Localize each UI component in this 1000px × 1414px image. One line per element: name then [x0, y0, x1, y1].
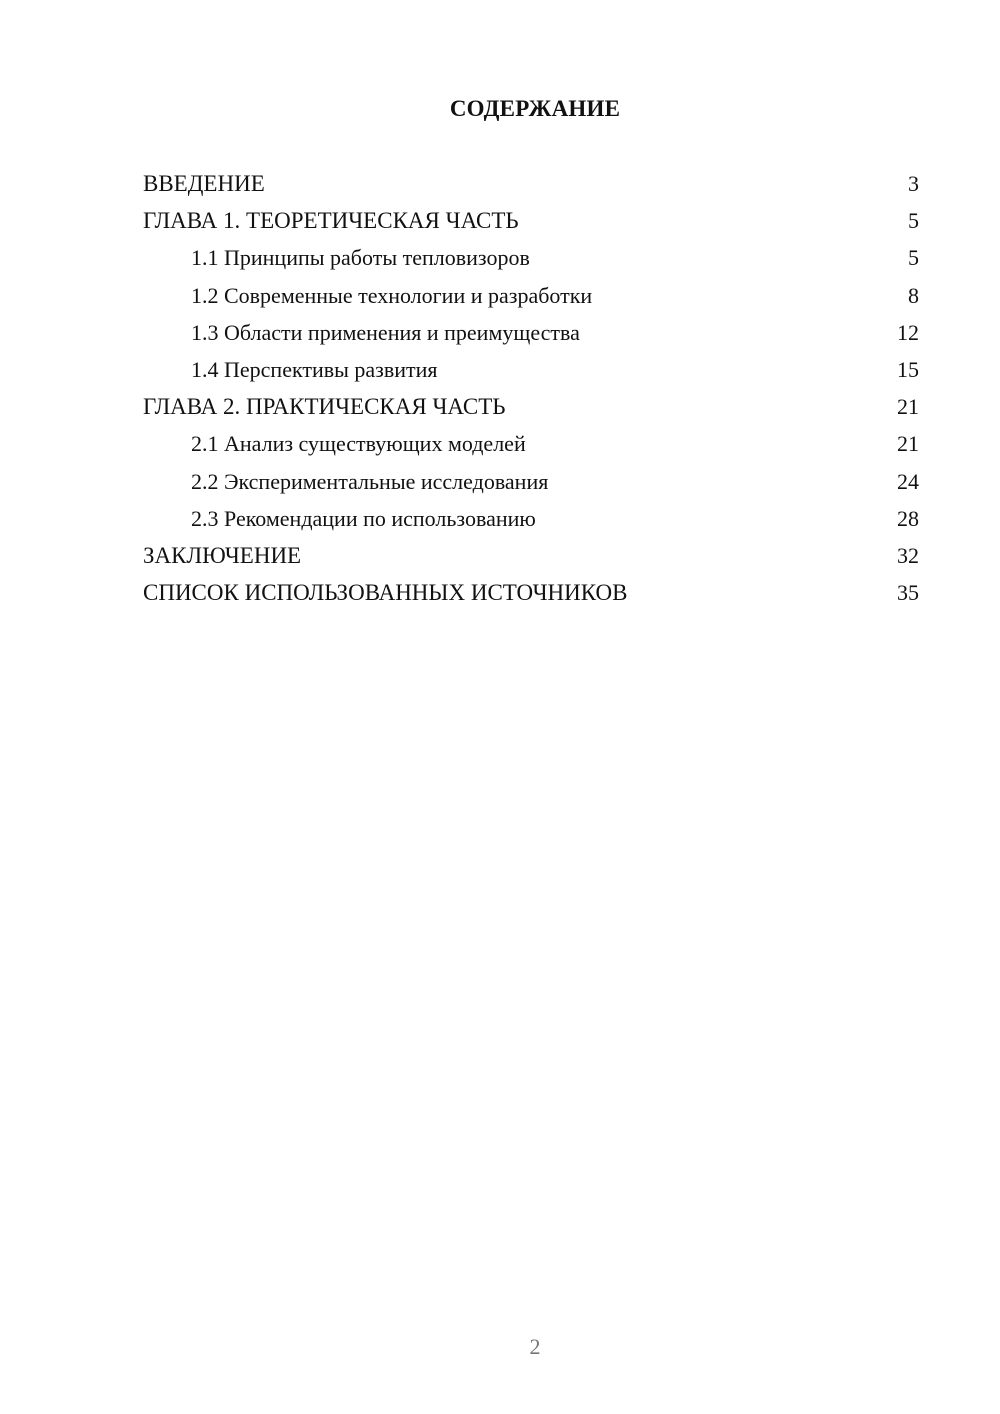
toc-entry-page: 5 — [908, 245, 919, 271]
toc-entry-section-2-1 — [143, 425, 919, 462]
toc-entry-section-2-2 — [143, 463, 919, 500]
toc-entry-text: 1.3 Области применения и преимущества — [191, 319, 580, 345]
toc-entry-text: СПИСОК ИСПОЛЬЗОВАННЫХ ИСТОЧНИКОВ — [143, 580, 628, 606]
toc-entry-references — [143, 574, 919, 611]
toc-entry-page: 12 — [897, 319, 919, 345]
page-title: СОДЕРЖАНИЕ — [449, 96, 621, 121]
toc-entry-section-2-3 — [143, 500, 919, 537]
toc-entry-page: 8 — [908, 282, 919, 308]
toc-entry-page: 5 — [908, 208, 919, 234]
toc-entry-page: 3 — [908, 171, 919, 196]
toc-entry-text: 2.2 Экспериментальные исследования — [191, 468, 549, 494]
toc-entry-page: 24 — [897, 468, 919, 494]
table-of-contents — [143, 165, 919, 611]
toc-entry-text: 2.1 Анализ существующих моделей — [191, 431, 526, 457]
toc-entry-section-1-2 — [143, 277, 919, 314]
toc-entry-conclusion — [143, 537, 919, 574]
toc-entry-text: 2.3 Рекомендации по использованию — [191, 505, 536, 531]
toc-entry-section-1-1 — [143, 239, 919, 276]
toc-entry-chapter-1 — [143, 202, 919, 239]
toc-entry-text: 1.2 Современные технологии и разработки — [191, 282, 593, 308]
toc-entry-text: ВВЕДЕНИЕ — [143, 171, 265, 196]
toc-entry-section-1-4 — [143, 351, 919, 388]
toc-entry-chapter-2 — [143, 388, 919, 425]
toc-entry-page: 21 — [897, 394, 919, 420]
toc-entry-text: 1.4 Перспективы развития — [191, 356, 438, 382]
toc-entry-text: ГЛАВА 2. ПРАКТИЧЕСКАЯ ЧАСТЬ — [143, 394, 506, 420]
page-number: 2 — [529, 1334, 541, 1359]
toc-entry-page: 21 — [897, 431, 919, 457]
toc-entry-text: ЗАКЛЮЧЕНИЕ — [143, 542, 302, 568]
toc-entry-introduction — [143, 165, 919, 202]
toc-entry-page: 32 — [897, 542, 919, 568]
toc-entry-page: 28 — [897, 505, 919, 531]
toc-entry-section-1-3 — [143, 314, 919, 351]
toc-entry-page: 35 — [897, 580, 919, 606]
toc-entry-page: 15 — [897, 356, 919, 382]
toc-entry-text: ГЛАВА 1. ТЕОРЕТИЧЕСКАЯ ЧАСТЬ — [143, 208, 519, 234]
toc-entry-text: 1.1 Принципы работы тепловизоров — [191, 245, 530, 271]
